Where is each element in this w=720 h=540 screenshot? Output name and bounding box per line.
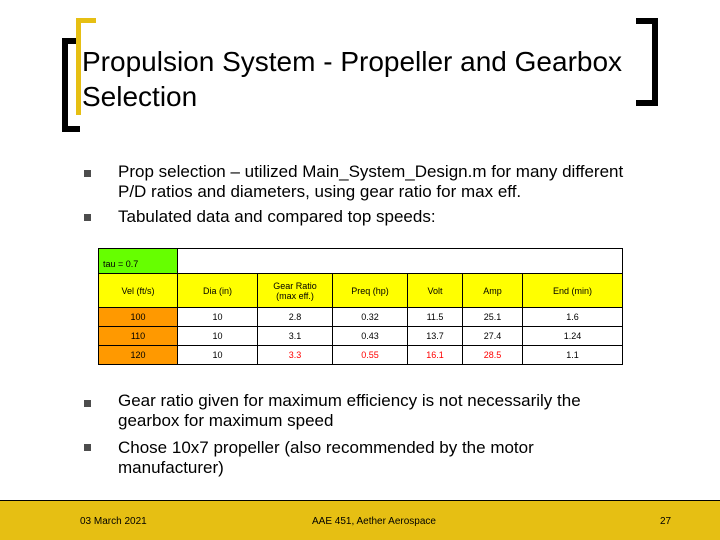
slide-title: Propulsion System - Propeller and Gearbox Selection xyxy=(82,46,623,112)
column-header: End (min) xyxy=(523,274,623,308)
bracket-left-bottom xyxy=(62,126,80,132)
table-cell-highlight: 0.55 xyxy=(333,346,408,365)
bullet-marker xyxy=(84,170,91,177)
table-cell: 1.24 xyxy=(523,327,623,346)
bracket-left-bar xyxy=(62,38,68,132)
table-cell: 10 xyxy=(178,327,258,346)
table-cell: 0.43 xyxy=(333,327,408,346)
bullet-text: Prop selection – utilized Main_System_Design.m for many different P/D ratios and diameters, using gear ratio for max eff. xyxy=(118,162,624,201)
column-header: Volt xyxy=(408,274,463,308)
column-header: Amp xyxy=(463,274,523,308)
table-cell-highlight: 28.5 xyxy=(463,346,523,365)
table-cell-vel: 100 xyxy=(98,308,178,327)
page-number: 27 xyxy=(660,516,672,527)
table-cell: 0.32 xyxy=(333,308,408,327)
table-cell: 2.8 xyxy=(258,308,333,327)
tau-row-blank xyxy=(178,248,623,274)
table-cell: 11.5 xyxy=(408,308,463,327)
table-cell: 1.6 xyxy=(523,308,623,327)
table-cell: 1.1 xyxy=(523,346,623,365)
table-cell-highlight: 16.1 xyxy=(408,346,463,365)
column-header: Dia (in) xyxy=(178,274,258,308)
table-cell: 10 xyxy=(178,308,258,327)
bullet-text: Chose 10x7 propeller (also recommended by the motor manufacturer) xyxy=(118,438,534,477)
bracket-left-gold-bar xyxy=(76,18,81,115)
footer-center-text: AAE 451, Aether Aerospace xyxy=(312,516,436,527)
bracket-left-gold-top xyxy=(76,18,96,23)
table-cell-vel: 120 xyxy=(98,346,178,365)
table-cell-highlight: 3.3 xyxy=(258,346,333,365)
column-header: Vel (ft/s) xyxy=(98,274,178,308)
table-cell: 27.4 xyxy=(463,327,523,346)
footer-date: 03 March 2021 xyxy=(80,516,147,527)
bullet-text: Tabulated data and compared top speeds: xyxy=(118,207,436,226)
column-header: Preq (hp) xyxy=(333,274,408,308)
bullet-marker xyxy=(84,214,91,221)
table-cell: 3.1 xyxy=(258,327,333,346)
bullet-marker xyxy=(84,444,91,451)
table-cell-vel: 110 xyxy=(98,327,178,346)
bracket-right-bar xyxy=(652,18,658,106)
table-cell: 25.1 xyxy=(463,308,523,327)
tau-label: tau = 0.7 xyxy=(98,248,178,274)
bullet-text: Gear ratio given for maximum efficiency is not necessarily the gearbox for maximum speed xyxy=(118,391,581,430)
bullet-marker xyxy=(84,400,91,407)
column-header: Gear Ratio (max eff.) xyxy=(258,274,333,308)
footer-bar xyxy=(0,500,720,540)
bracket-right-top xyxy=(636,18,658,24)
table-cell: 10 xyxy=(178,346,258,365)
table-cell: 13.7 xyxy=(408,327,463,346)
